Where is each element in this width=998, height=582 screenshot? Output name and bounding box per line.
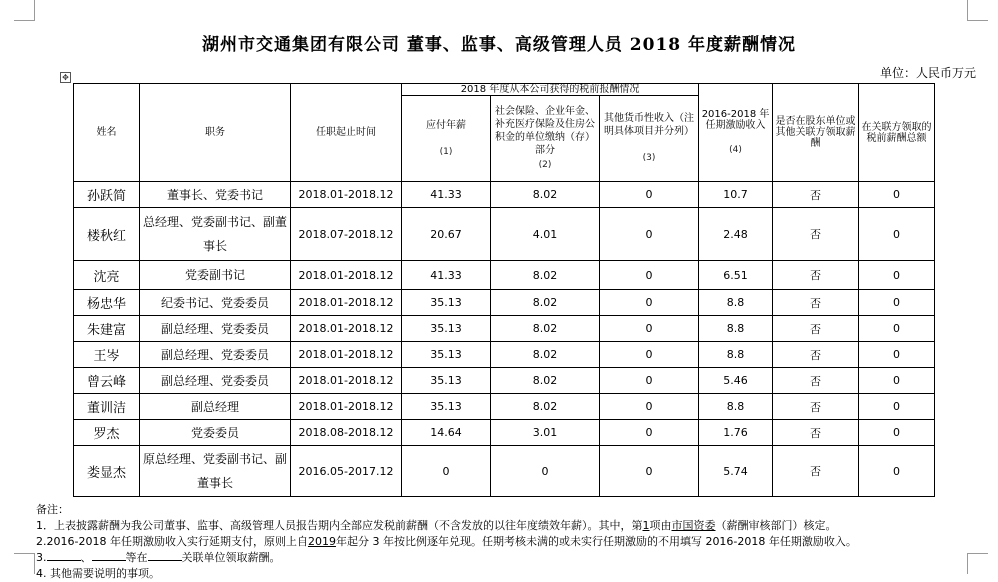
cell-name: 王岑 [74,342,140,368]
header-group: 2018 年度从本公司获得的税前报酬情况 [402,84,699,96]
cell-social: 8.02 [491,290,600,316]
unit-label: 单位：人民币万元 [879,66,976,80]
cell-related-total: 0 [859,368,935,394]
cell-salary: 0 [402,446,491,497]
table-row [74,446,935,497]
note-field: 2019 [307,535,336,548]
cell-social: 4.01 [491,208,600,261]
table-row [74,316,935,342]
blank-field[interactable] [47,550,81,561]
note-field: 1 [642,519,650,532]
cell-name: 楼秋红 [74,208,140,261]
cell-salary: 35.13 [402,342,491,368]
cell-salary: 20.67 [402,208,491,261]
table-row [74,261,935,290]
cell-term: 2018.01-2018.12 [291,182,402,208]
cell-term: 2018.08-2018.12 [291,420,402,446]
cell-duty: 党委副书记 [140,261,291,290]
header-other: 其他货币性收入（注明具体项目并分列） (3) [600,96,699,182]
cell-other: 0 [600,290,699,316]
cell-salary: 35.13 [402,394,491,420]
cell-salary: 35.13 [402,316,491,342]
cell-term: 2018.01-2018.12 [291,261,402,290]
cell-related: 否 [773,208,859,261]
crop-mark-bottom-left [14,553,35,574]
header-related-total: 在关联方领取的税前薪酬总额 [859,84,935,182]
cell-related-total: 0 [859,290,935,316]
cell-term: 2018.01-2018.12 [291,342,402,368]
note-text: 3. [36,551,47,564]
cell-incentive: 2.48 [699,208,773,261]
cell-incentive: 8.8 [699,342,773,368]
note-text: （薪酬审核部门）核定。 [715,519,837,532]
header-duty: 职务 [140,84,291,182]
cell-name: 沈亮 [74,261,140,290]
note-text: 、 [80,551,92,564]
cell-related-total: 0 [859,420,935,446]
cell-other: 0 [600,420,699,446]
cell-related: 否 [773,290,859,316]
cell-name: 董训洁 [74,394,140,420]
cell-social: 8.02 [491,342,600,368]
cell-term: 2018.01-2018.12 [291,394,402,420]
cell-other: 0 [600,182,699,208]
note-text: 年起分 3 年按比例逐年兑现。任期考核未满的或未实行任期激励的不用填写 2016-2018 年任期激励收入。 [335,535,857,548]
cell-social: 8.02 [491,394,600,420]
note-text: 1．上表披露薪酬为我公司董事、监事、高级管理人员报告期内全部应发税前薪酬（不含发放的以往年度绩效年薪）。其中，第 [36,519,643,532]
cell-related-total: 0 [859,316,935,342]
note-text: 等在 [125,551,148,564]
cell-related-total: 0 [859,394,935,420]
cell-incentive: 5.46 [699,368,773,394]
cell-duty: 党委委员 [140,420,291,446]
cell-related: 否 [773,446,859,497]
cell-social: 8.02 [491,261,600,290]
cell-other: 0 [600,394,699,420]
cell-other: 0 [600,316,699,342]
table-row [74,368,935,394]
cell-incentive: 6.51 [699,261,773,290]
blank-field[interactable] [92,550,126,561]
page-title: 湖州市交通集团有限公司 董事、监事、高级管理人员 2018 年度薪酬情况 [201,35,797,55]
crop-mark-top-right [967,0,988,21]
cell-related-total: 0 [859,342,935,368]
cell-duty: 原总经理、党委副书记、副董事长 [140,446,291,497]
notes-section [36,502,976,582]
cell-name: 杨忠华 [74,290,140,316]
cell-incentive: 10.7 [699,182,773,208]
cell-social: 8.02 [491,316,600,342]
cell-other: 0 [600,342,699,368]
cell-salary: 14.64 [402,420,491,446]
cell-incentive: 8.8 [699,316,773,342]
cell-salary: 35.13 [402,290,491,316]
compensation-table [73,83,935,497]
notes-label: 备注： [36,503,69,516]
cell-salary: 41.33 [402,261,491,290]
header-name: 姓名 [74,84,140,182]
cell-duty: 董事长、党委书记 [140,182,291,208]
cell-incentive: 1.76 [699,420,773,446]
cell-other: 0 [600,208,699,261]
cell-name: 朱建富 [74,316,140,342]
cell-related: 否 [773,316,859,342]
note-3 [36,550,976,566]
cell-other: 0 [600,446,699,497]
cell-name: 罗杰 [74,420,140,446]
cell-name: 娄显杰 [74,446,140,497]
note-2 [36,534,976,550]
cell-name: 曾云峰 [74,368,140,394]
blank-field[interactable] [148,550,182,561]
cell-social: 8.02 [491,182,600,208]
note-text: 关联单位领取薪酬。 [181,551,281,564]
cell-term: 2018.01-2018.12 [291,290,402,316]
cell-duty: 副总经理、党委委员 [140,342,291,368]
cell-social: 0 [491,446,600,497]
cell-salary: 35.13 [402,368,491,394]
cell-salary: 41.33 [402,182,491,208]
cell-social: 8.02 [491,368,600,394]
header-related-flag: 是否在股东单位或其他关联方领取薪酬 [773,84,859,182]
cell-other: 0 [600,368,699,394]
cell-related: 否 [773,420,859,446]
cell-term: 2016.05-2017.12 [291,446,402,497]
cell-related: 否 [773,394,859,420]
cell-duty: 副总经理 [140,394,291,420]
cell-related: 否 [773,182,859,208]
cell-term: 2018.01-2018.12 [291,316,402,342]
note-4: 4. 其他需要说明的事项。 [36,567,160,580]
table-row [74,342,935,368]
table-row [74,420,935,446]
cell-related: 否 [773,261,859,290]
table-row [74,394,935,420]
note-1 [36,518,976,534]
cell-related: 否 [773,342,859,368]
table-row [74,182,935,208]
header-term: 任职起止时间 [291,84,402,182]
cell-duty: 副总经理、党委委员 [140,316,291,342]
header-incentive: 2016-2018 年任期激励收入 (4) [699,84,773,182]
cell-related: 否 [773,368,859,394]
cell-duty: 纪委书记、党委委员 [140,290,291,316]
note-text: 项由 [649,519,672,532]
cell-duty: 副总经理、党委委员 [140,368,291,394]
cell-incentive: 8.8 [699,394,773,420]
cell-term: 2018.01-2018.12 [291,368,402,394]
cell-name: 孙跃简 [74,182,140,208]
crop-mark-top-left [14,0,35,21]
cell-related-total: 0 [859,208,935,261]
cell-incentive: 8.8 [699,290,773,316]
table-move-handle-icon[interactable]: ✥ [60,72,71,83]
cell-related-total: 0 [859,261,935,290]
cell-related-total: 0 [859,182,935,208]
cell-duty: 总经理、党委副书记、副董事长 [140,208,291,261]
note-text: 2.2016-2018 年任期激励收入实行延期支付，原则上自 [36,535,308,548]
cell-related-total: 0 [859,446,935,497]
table-row [74,290,935,316]
header-social: 社会保险、企业年金、补充医疗保险及住房公积金的单位缴纳（存）部分 (2) [491,96,600,182]
note-field: 市国资委 [671,519,716,532]
cell-term: 2018.07-2018.12 [291,208,402,261]
table-row [74,208,935,261]
cell-other: 0 [600,261,699,290]
header-salary: 应付年薪 (1) [402,96,491,182]
cell-incentive: 5.74 [699,446,773,497]
cell-social: 3.01 [491,420,600,446]
